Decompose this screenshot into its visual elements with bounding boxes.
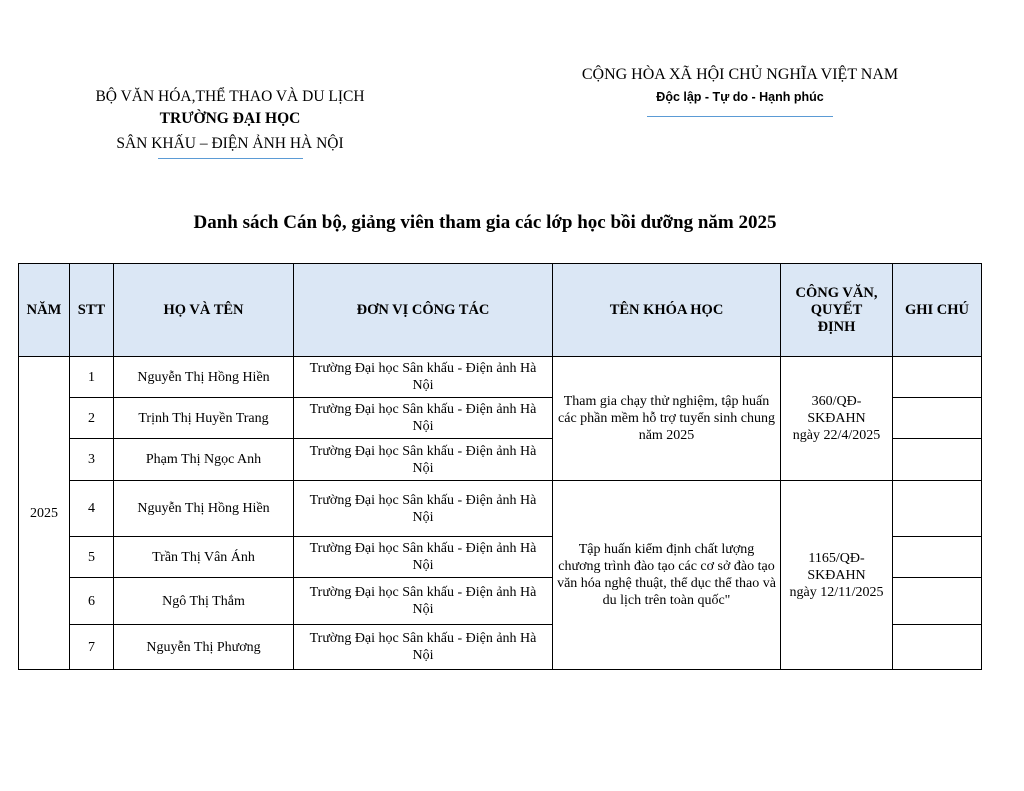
decision-cell bbox=[781, 357, 893, 481]
name-cell: Trịnh Thị Huyền Trang bbox=[114, 398, 294, 439]
unit-cell: Trường Đại học Sân khấu - Điện ảnh Hà Nội bbox=[294, 625, 553, 670]
unit-cell: Trường Đại học Sân khấu - Điện ảnh Hà Nội bbox=[294, 481, 553, 537]
unit-cell: Trường Đại học Sân khấu - Điện ảnh Hà Nội bbox=[294, 578, 553, 625]
note-cell bbox=[893, 578, 982, 625]
unit-cell: Trường Đại học Sân khấu - Điện ảnh Hà Nội bbox=[294, 357, 553, 398]
name-cell: Trần Thị Vân Ánh bbox=[114, 537, 294, 578]
stt-cell: 4 bbox=[70, 481, 114, 537]
decision-number: 360/QĐ-SKĐAHN bbox=[807, 394, 866, 426]
name-cell: Phạm Thị Ngọc Anh bbox=[114, 439, 294, 481]
note-cell bbox=[893, 625, 982, 670]
course-cell: Tập huấn kiểm định chất lượng chương trình đào tạo các cơ sở đào tạo văn hóa nghệ thuật, thể dục thể thao và du lịch trên toàn quốc" bbox=[553, 481, 781, 670]
note-cell bbox=[893, 398, 982, 439]
col-header-stt: STT bbox=[70, 264, 114, 357]
name-cell: Nguyễn Thị Hồng Hiền bbox=[114, 481, 294, 537]
school-name-line1: TRƯỜNG ĐẠI HỌC bbox=[159, 110, 301, 127]
course-cell: Tham gia chạy thử nghiệm, tập huấn các phần mềm hỗ trợ tuyển sinh chung năm 2025 bbox=[553, 357, 781, 481]
name-cell: Nguyễn Thị Phương bbox=[114, 625, 294, 670]
decision-date: ngày 12/11/2025 bbox=[789, 584, 884, 600]
stt-cell: 7 bbox=[70, 625, 114, 670]
name-cell: Nguyễn Thị Hồng Hiền bbox=[114, 357, 294, 398]
year-cell: 2025 bbox=[19, 357, 70, 670]
note-cell bbox=[893, 481, 982, 537]
table-row bbox=[19, 481, 982, 537]
decision-number: 1165/QĐ-SKĐAHN bbox=[807, 550, 866, 583]
decision-date: ngày 22/4/2025 bbox=[792, 428, 881, 443]
col-header-unit: ĐƠN VỊ CÔNG TÁC bbox=[294, 264, 553, 357]
note-cell bbox=[893, 439, 982, 481]
right-header-underline bbox=[647, 116, 833, 117]
unit-cell: Trường Đại học Sân khấu - Điện ảnh Hà Nội bbox=[294, 398, 553, 439]
document-title: Danh sách Cán bộ, giảng viên tham gia các lớp học bồi dưỡng năm 2025 bbox=[193, 212, 777, 233]
stt-cell: 5 bbox=[70, 537, 114, 578]
table-header-row bbox=[19, 264, 982, 357]
left-header-underline bbox=[158, 158, 303, 159]
col-header-name: HỌ VÀ TÊN bbox=[114, 264, 294, 357]
national-header bbox=[540, 64, 940, 117]
national-motto: Độc lập - Tự do - Hạnh phúc bbox=[656, 90, 824, 104]
col-header-decision: CÔNG VĂN, QUYẾT ĐỊNH bbox=[781, 264, 893, 357]
col-header-course: TÊN KHÓA HỌC bbox=[553, 264, 781, 357]
issuing-agency-header bbox=[60, 86, 400, 159]
stt-cell: 6 bbox=[70, 578, 114, 625]
unit-cell: Trường Đại học Sân khấu - Điện ảnh Hà Nội bbox=[294, 439, 553, 481]
participant-table bbox=[18, 263, 982, 670]
stt-cell: 2 bbox=[70, 398, 114, 439]
school-name-line2: SÂN KHẤU – ĐIỆN ẢNH HÀ NỘI bbox=[116, 135, 344, 152]
col-header-year: NĂM bbox=[19, 264, 70, 357]
col-header-note: GHI CHÚ bbox=[893, 264, 982, 357]
ministry-name: BỘ VĂN HÓA,THỂ THAO VÀ DU LỊCH bbox=[95, 88, 365, 105]
stt-cell: 1 bbox=[70, 357, 114, 398]
table-row bbox=[19, 357, 982, 398]
note-cell bbox=[893, 537, 982, 578]
name-cell: Ngô Thị Thắm bbox=[114, 578, 294, 625]
nation-name: CỘNG HÒA XÃ HỘI CHỦ NGHĨA VIỆT NAM bbox=[581, 66, 899, 83]
stt-cell: 3 bbox=[70, 439, 114, 481]
unit-cell: Trường Đại học Sân khấu - Điện ảnh Hà Nội bbox=[294, 537, 553, 578]
note-cell bbox=[893, 357, 982, 398]
decision-cell bbox=[781, 481, 893, 670]
